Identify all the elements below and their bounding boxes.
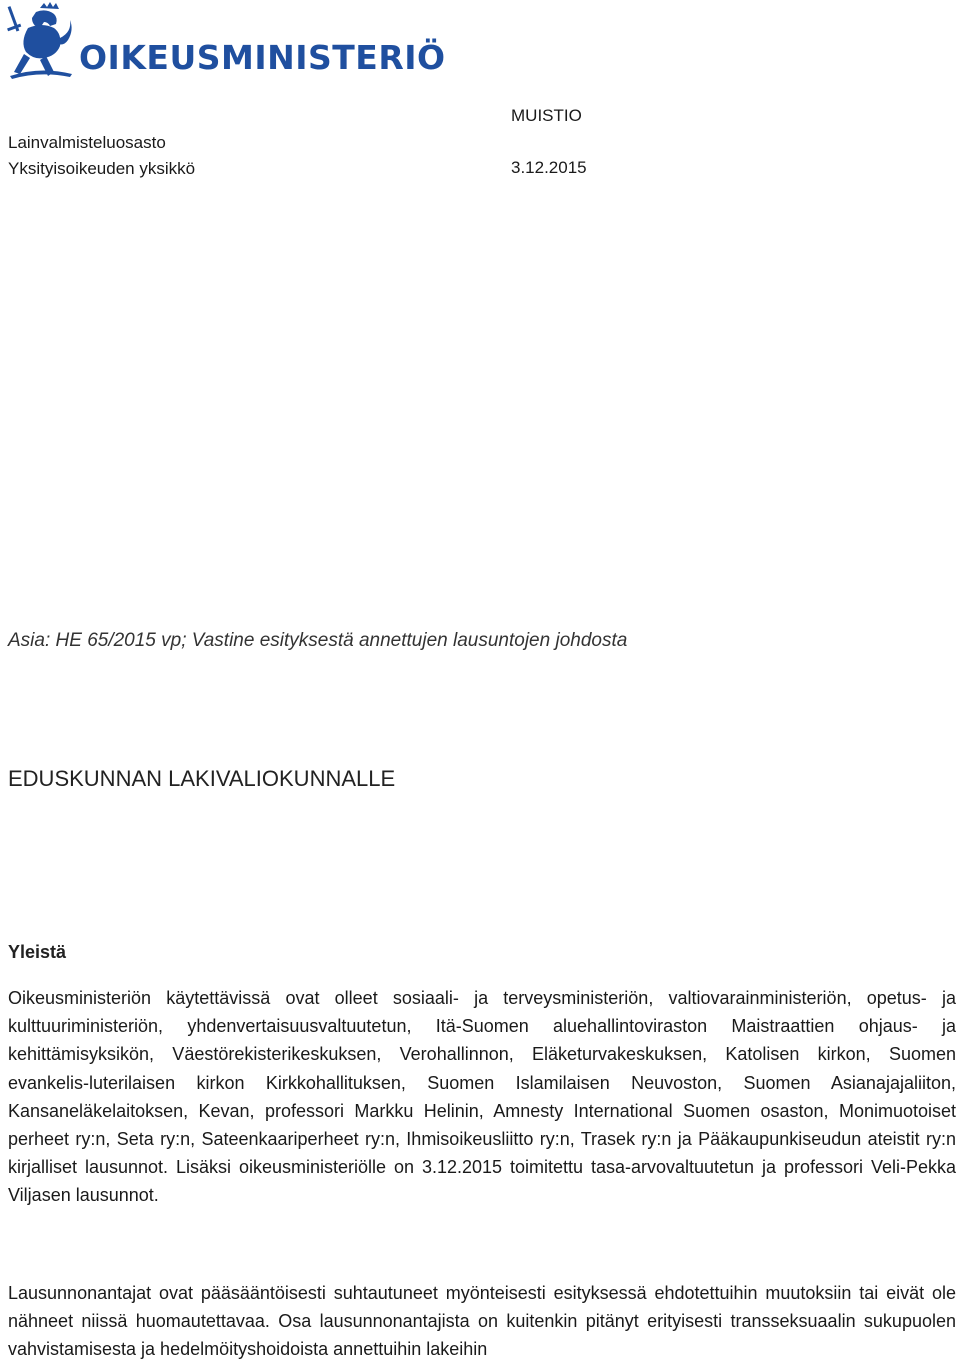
document-date: 3.12.2015 bbox=[511, 158, 587, 177]
ministry-logo bbox=[6, 2, 446, 84]
body-paragraph: Oikeusministeriön käytettävissä ovat olleet sosiaali- ja terveysministeriön, valtiovarainministeriön, opetus- ja kulttuuriministeriön, yhdenvertaisuusvaltuutetun, Itä-Suomen aluehallintoviraston Maistraattien ohjaus- ja kehittämisyksikön, Väestörekisterikeskuksen, Verohallinnon, Eläketurvakeskuksen, Katolisen kirkon, Suomen evankelis-luterilaisen kirkon Kirkkohallituksen, Suomen Islamilaisen Neuvoston, Suomen Asianajajaliiton, Kansaneläkelaitoksen, Kevan, professori Markku Helinin, Amnesty International Suomen osaston, Monimuotoiset perheet ry:n, Seta ry:n, Sateenkaariperheet ry:n, Ihmisoikeusliitto ry:n, Trasek ry:n ja Pääkaupunkiseudun ateistit ry:n kirjalliset lausunnot. Lisäksi oikeusministeriölle on 3.12.2015 toimitettu tasa-arvovaltuutetun ja professori Veli-Pekka Viljasen lausunnot. bbox=[8, 988, 956, 1206]
subject-line: Asia: HE 65/2015 vp; Vastine esityksestä annettujen lausuntojen johdosta bbox=[8, 630, 628, 651]
document-type: MUISTIO bbox=[511, 106, 582, 125]
recipient-heading: EDUSKUNNAN LAKIVALIOKUNNALLE bbox=[8, 766, 396, 791]
lion-coat-of-arms-icon bbox=[6, 2, 76, 82]
body-paragraph: Lausunnonantajat ovat pääsääntöisesti suhtautuneet myönteisesti esityksessä ehdotettuihin muutoksiin tai eivät ole nähneet niissä huomautettavaa. Osa lausunnonantajista on kuitenkin pitänyt erityisesti transseksuaalin sukupuolen vahvistamisesta ja hedelmöityshoidoista annettuihin lakeihin bbox=[8, 1283, 956, 1360]
unit-name: Yksityisoikeuden yksikkö bbox=[8, 159, 196, 178]
memo-block bbox=[511, 103, 587, 181]
department-block bbox=[8, 130, 195, 182]
department-name: Lainvalmisteluosasto bbox=[8, 133, 166, 152]
section-heading: Yleistä bbox=[8, 942, 67, 962]
logo-wordmark: OIKEUSMINISTERIÖ bbox=[79, 38, 446, 77]
